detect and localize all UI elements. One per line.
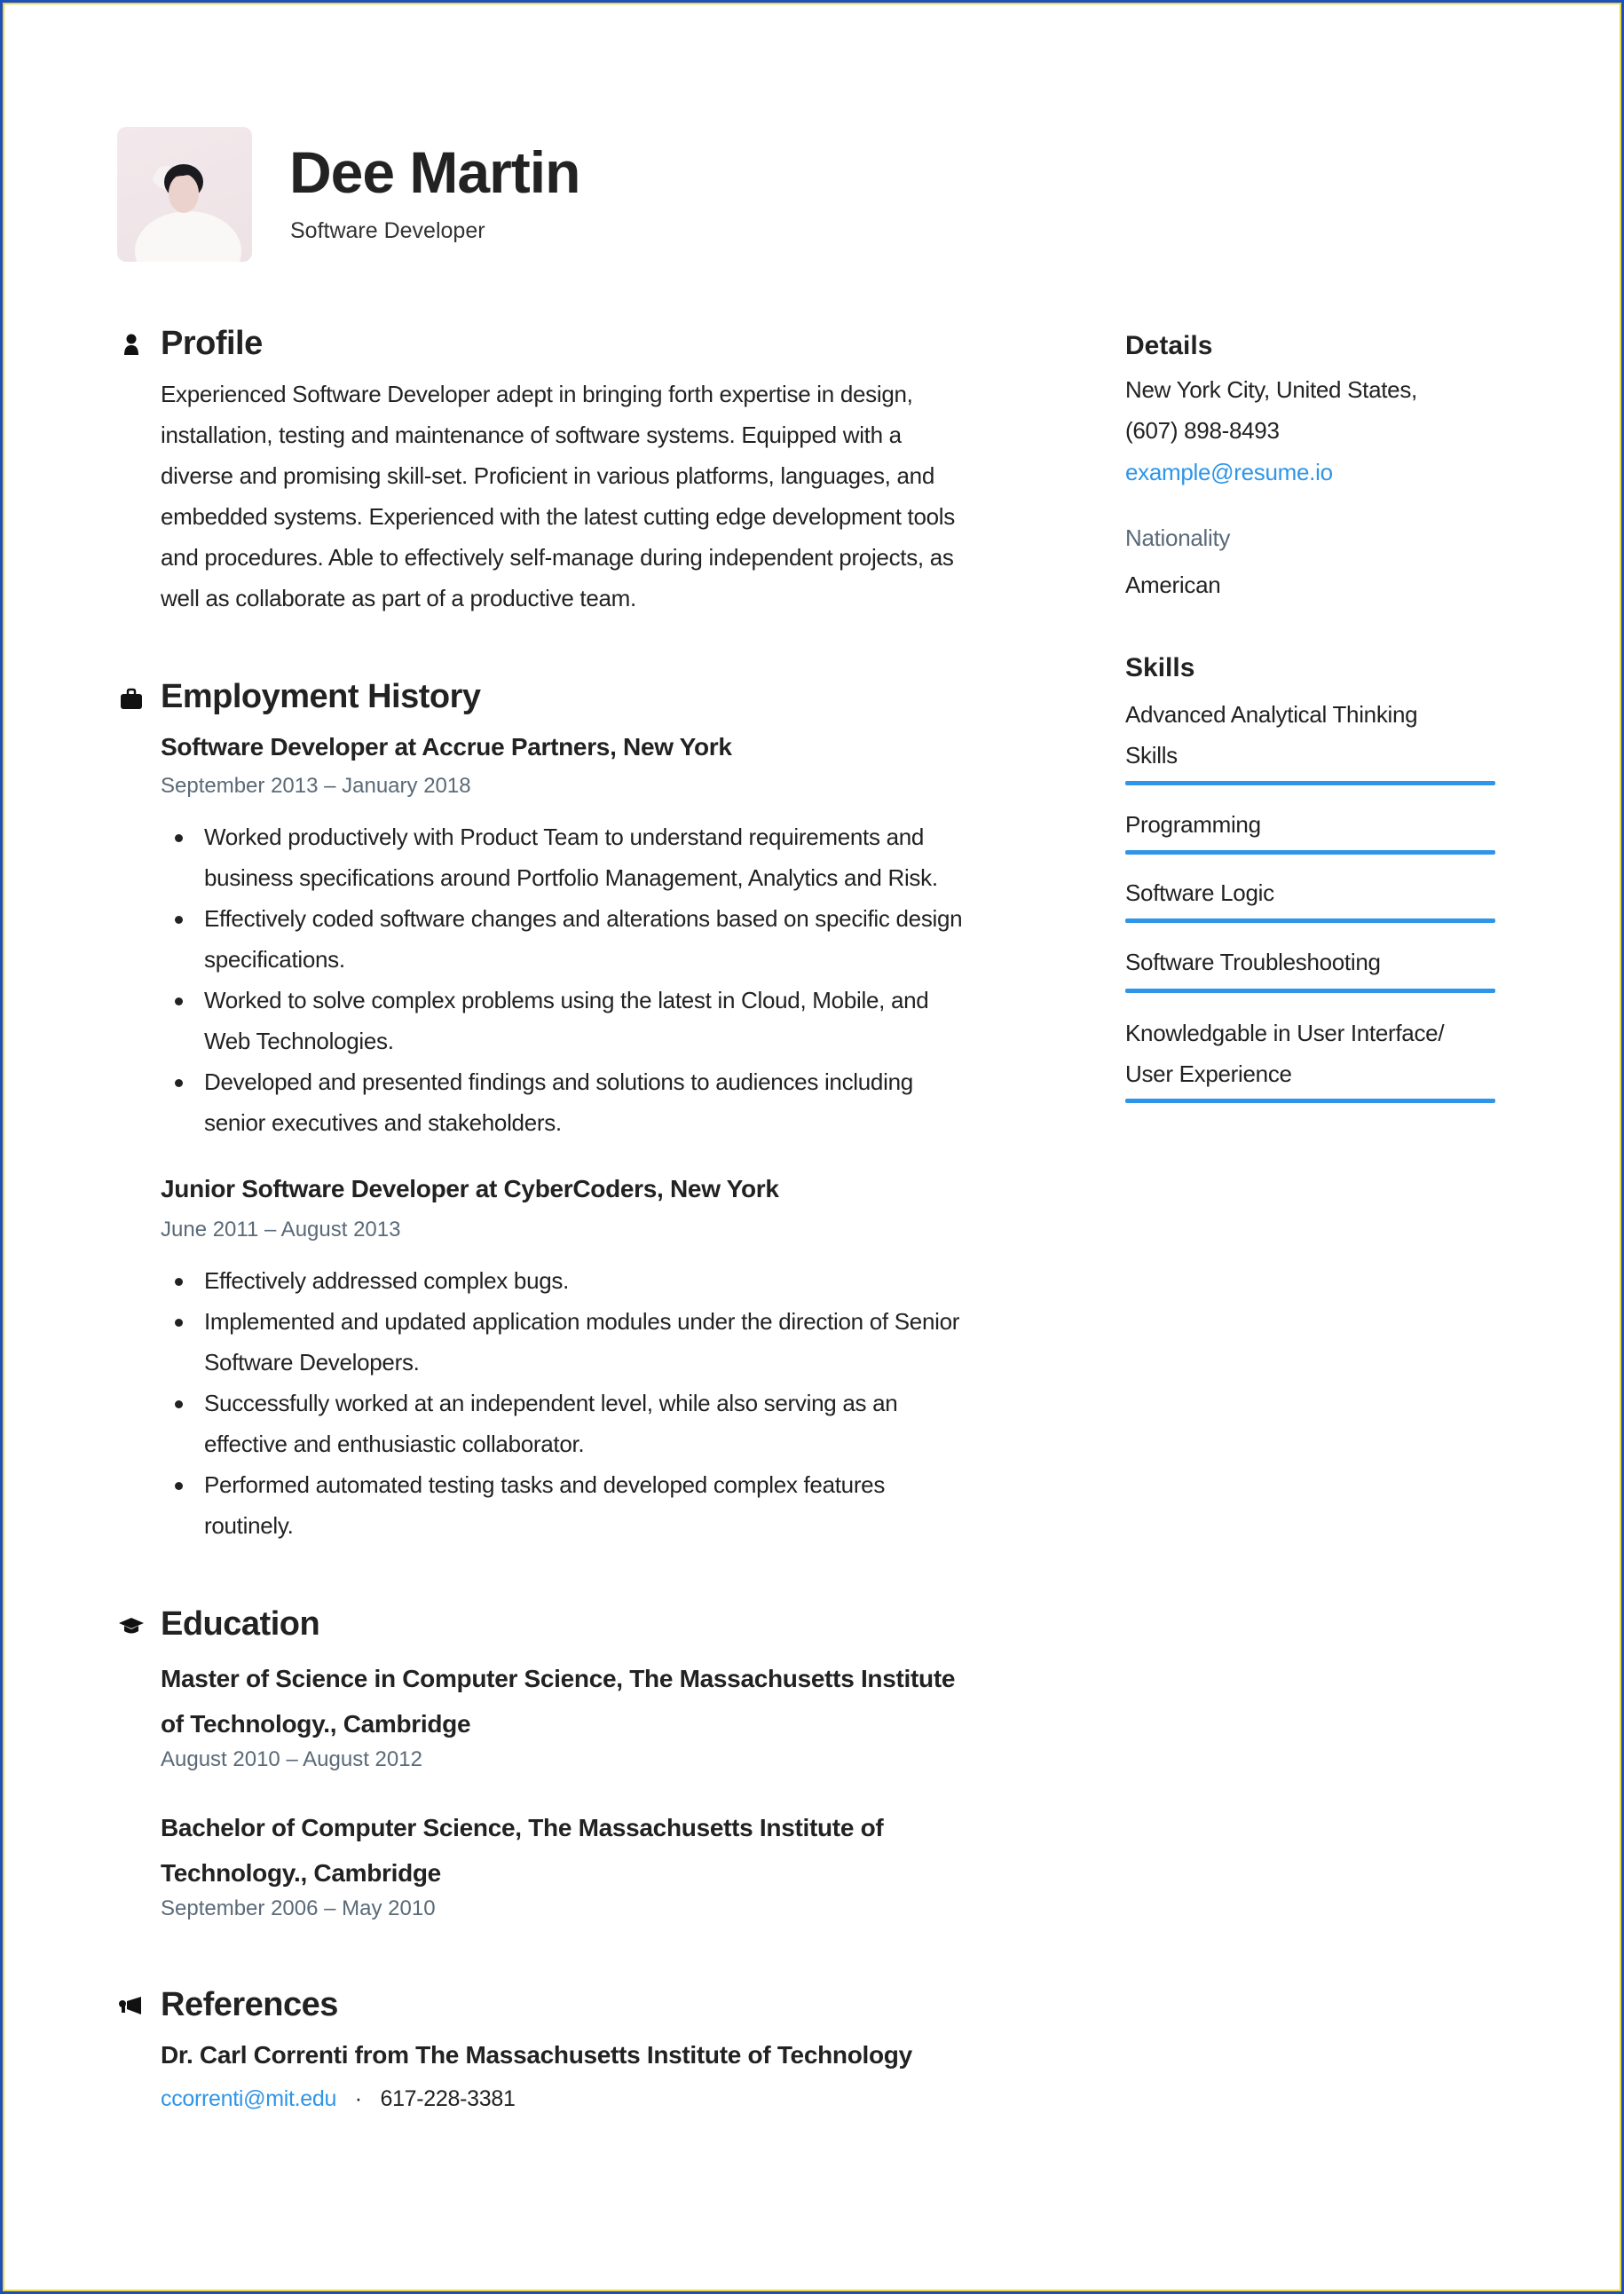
profile-line: diverse and promising skill-set. Proficient in various platforms, languages, and (161, 462, 934, 489)
job-title: Junior Software Developer at CyberCoders, New York (161, 1175, 779, 1202)
details-heading: Details (1125, 331, 1213, 360)
details-email-link[interactable]: example@resume.io (1125, 459, 1333, 485)
skill-item: Software Troubleshooting (1125, 949, 1381, 975)
section-heading-profile: Profile (161, 325, 263, 362)
bullet-item: Implemented and updated application modules under the direction of Senior Software Developers. (204, 1301, 959, 1383)
skill-item: Programming (1125, 811, 1261, 838)
separator: · (354, 2086, 362, 2111)
job-title: Software Developer at Accrue Partners, New York (161, 733, 732, 761)
profile-summary (161, 374, 955, 619)
skill-level-bar (1125, 918, 1495, 923)
briefcase-icon (120, 688, 143, 711)
bullet-item: Worked to solve complex problems using the latest in Cloud, Mobile, and Web Technologies. (204, 980, 962, 1061)
reference-contact (161, 2086, 516, 2112)
skill-level-bar (1125, 989, 1495, 993)
job-bullets (204, 816, 962, 1143)
profile-line: embedded systems. Experienced with the latest cutting edge development tools (161, 503, 955, 530)
nationality-value: American (1125, 572, 1221, 598)
profile-line: installation, testing and maintenance of software systems. Equipped with a (161, 422, 902, 448)
person-icon (120, 333, 143, 356)
skills-heading: Skills (1125, 653, 1195, 682)
education-title: Bachelor of Computer Science, The Massachusetts Institute of Technology., Cambridge (161, 1814, 884, 1887)
education-dates: August 2010 – August 2012 (161, 1747, 422, 1771)
reference-phone: 617-228-3381 (380, 2086, 516, 2111)
section-heading-employment: Employment History (161, 678, 481, 715)
bullet-item: Worked productively with Product Team to understand requirements and business specifications around Portfolio Management, Analytics and Risk. (204, 816, 962, 898)
education-title: Master of Science in Computer Science, The Massachusetts Institute of Technology., Cambridge (161, 1665, 956, 1738)
bullet-item: Successfully worked at an independent level, while also serving as an effective and enthusiastic collaborator. (204, 1383, 959, 1464)
section-heading-references: References (161, 1986, 338, 2023)
skill-item: Software Logic (1125, 879, 1274, 906)
reference-email-link[interactable]: ccorrenti@mit.edu (161, 2086, 337, 2111)
skill-level-bar (1125, 850, 1495, 855)
megaphone-icon (118, 1995, 145, 2018)
education-dates: September 2006 – May 2010 (161, 1896, 436, 1920)
details-address: New York City, United States, (1125, 376, 1417, 403)
job-dates: September 2013 – January 2018 (161, 774, 471, 798)
job-dates: June 2011 – August 2013 (161, 1218, 401, 1242)
details-phone: (607) 898-8493 (1125, 417, 1280, 444)
avatar (117, 127, 252, 262)
skill-level-bar (1125, 1099, 1495, 1103)
skill-level-bar (1125, 781, 1495, 785)
skill-item: Knowledgable in User Interface/ User Experience (1125, 1020, 1445, 1087)
skill-item: Advanced Analytical Thinking Skills (1125, 701, 1418, 769)
job-bullets (204, 1260, 959, 1546)
candidate-title: Software Developer (290, 218, 485, 243)
bullet-item: Effectively addressed complex bugs. (204, 1260, 959, 1301)
nationality-label: Nationality (1125, 524, 1231, 551)
profile-line: well as collaborate as part of a productive team. (161, 585, 636, 611)
bullet-item: Developed and presented findings and solutions to audiences including senior executives and stakeholders. (204, 1061, 962, 1143)
section-heading-education: Education (161, 1605, 320, 1643)
profile-line: Experienced Software Developer adept in bringing forth expertise in design, (161, 381, 913, 407)
bullet-item: Effectively coded software changes and alterations based on specific design specifications. (204, 898, 962, 980)
graduation-cap-icon (118, 1615, 145, 1638)
bullet-item: Performed automated testing tasks and developed complex features routinely. (204, 1464, 959, 1546)
candidate-name: Dee Martin (289, 139, 580, 205)
reference-name: Dr. Carl Correnti from The Massachusetts Institute of Technology (161, 2041, 912, 2069)
profile-line: and procedures. Able to effectively self-manage during independent projects, as (161, 544, 954, 571)
